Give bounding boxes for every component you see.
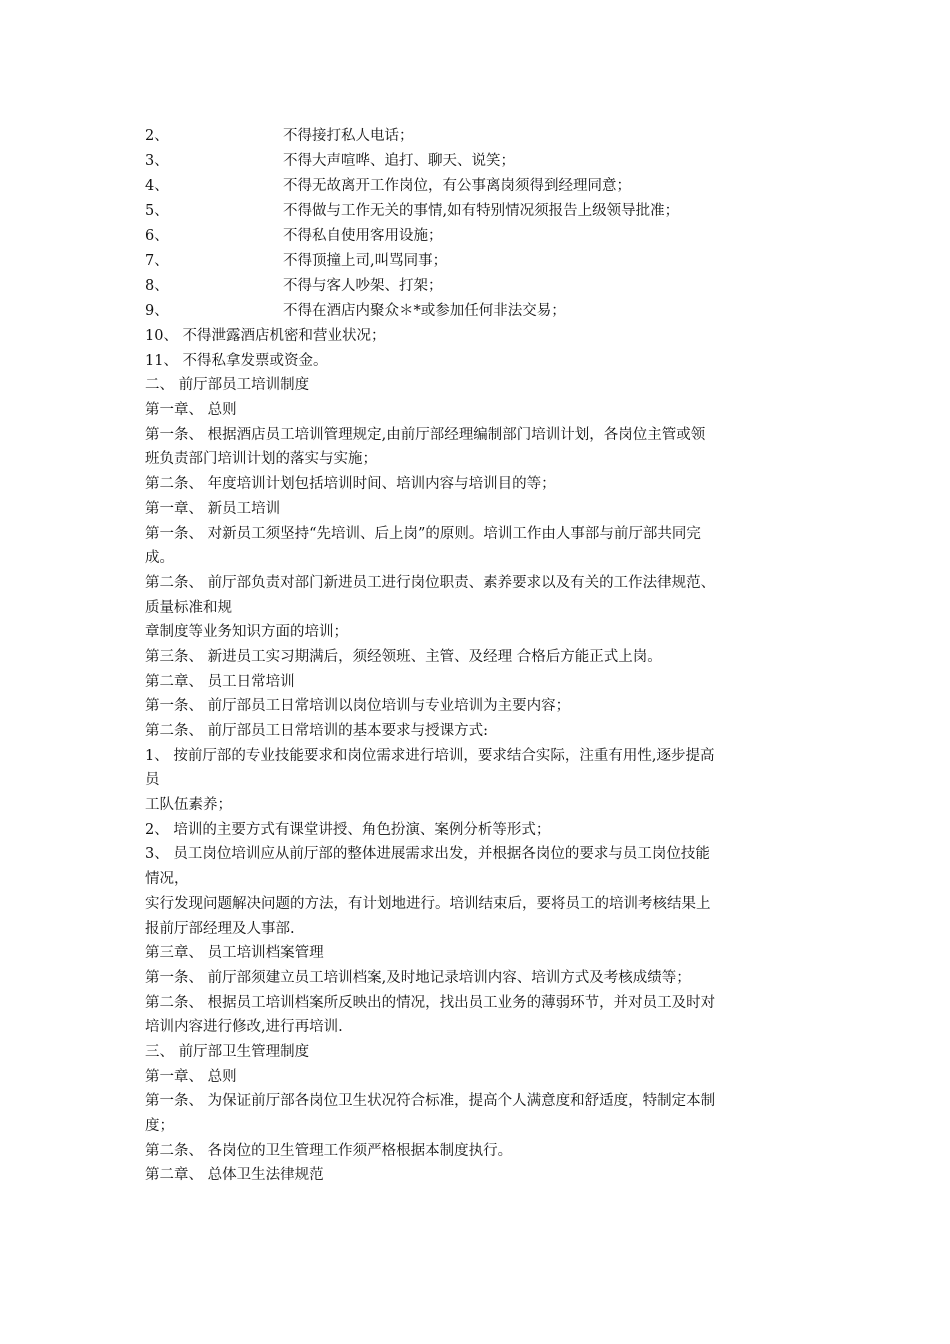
text-line: 第二条、 前厅部员工日常培训的基本要求与授课方式: (145, 723, 488, 739)
list-item (145, 249, 825, 274)
text-line: 情况， (145, 871, 189, 888)
text-line: 1、 按前厅部的专业技能要求和岗位需求进行培训，要求结合实际，注重有用性,逐步提高 (145, 747, 715, 764)
section-heading: 二、 前厅部员工培训制度 (145, 377, 310, 394)
chapter-heading: 第二章、 总体卫生法律规范 (145, 1167, 324, 1184)
item-number: 7、 (145, 253, 169, 269)
text-line: 章制度等业务知识方面的培训； (145, 624, 348, 641)
item-number: 4、 (145, 178, 169, 194)
section-heading: 三、 前厅部卫生管理制度 (145, 1043, 310, 1060)
text-line: 11、 不得私拿发票或资金。 (145, 352, 328, 369)
text-line: 第一条、 根据酒店员工培训管理规定,由前厅部经理编制部门培训计划，各岗位主管或领 (145, 426, 706, 443)
text-line: 第二条、 前厅部负责对部门新进员工进行岗位职责、素养要求以及有关的工作法律规范、 (145, 574, 716, 591)
list-item (145, 224, 825, 249)
chapter-heading: 第三章、 员工培训档案管理 (145, 945, 324, 962)
item-number: 6、 (145, 228, 169, 244)
numbered-rules-list (145, 124, 825, 324)
text-line: 第一条、 前厅部须建立员工培训档案,及时地记录培训内容、培训方式及考核成绩等； (145, 969, 691, 986)
item-text: 不得在酒店内聚众＊*或参加任何非法交易； (283, 303, 566, 319)
item-text: 不得做与工作无关的事情,如有特别情况须报告上级领导批准； (283, 203, 680, 219)
text-line: 成。 (145, 550, 174, 567)
list-item (145, 299, 825, 324)
list-item (145, 199, 825, 224)
text-line: 10、 不得泄露酒店机密和营业状况； (145, 328, 386, 344)
item-number: 2、 (145, 128, 169, 144)
item-text: 不得接打私人电话； (283, 128, 414, 144)
list-item (145, 174, 825, 199)
text-line: 第二条、 各岗位的卫生管理工作须严格根据本制度执行。 (145, 1142, 513, 1159)
text-line: 第一条、 为保证前厅部各岗位卫生状况符合标准，提高个人满意度和舒适度，特制定本制 (145, 1093, 716, 1110)
text-line: 度； (145, 1118, 174, 1134)
item-text: 不得无故离开工作岗位，有公事离岗须得到经理同意； (283, 178, 631, 194)
text-line: 实行发现问题解决问题的方法，有计划地进行。培训结束后，要将员工的培训考核结果上 (145, 895, 711, 912)
text-line: 员 (145, 772, 160, 789)
chapter-heading: 第一章、 新员工培训 (145, 500, 281, 517)
text-line: 第二条、 年度培训计划包括培训时间、培训内容与培训目的等； (145, 476, 556, 493)
text-line: 第一条、 前厅部员工日常培训以岗位培训与专业培训为主要内容； (145, 698, 571, 715)
item-number: 5、 (145, 203, 169, 219)
item-number: 8、 (145, 278, 169, 294)
list-item (145, 274, 825, 299)
text-line: 3、 员工岗位培训应从前厅部的整体进展需求出发，并根据各岗位的要求与员工岗位技能 (145, 846, 710, 863)
item-number: 9、 (145, 303, 169, 319)
text-line: 第三条、 新进员工实习期满后，须经领班、主管、及经理 合格后方能正式上岗。 (145, 648, 662, 665)
text-line: 报前厅部经理及人事部. (145, 920, 295, 937)
text-line: 班负责部门培训计划的落实与实施； (145, 451, 377, 468)
list-item (145, 149, 825, 174)
list-item (145, 124, 825, 149)
item-text: 不得大声喧哗、追打、聊天、说笑； (283, 153, 515, 169)
text-line: 质量标准和规 (145, 599, 232, 616)
chapter-heading: 第一章、 总则 (145, 402, 237, 419)
item-text: 不得顶撞上司,叫骂同事； (283, 253, 448, 269)
item-text: 不得与客人吵架、打架； (283, 278, 443, 294)
document-body (145, 324, 810, 1188)
text-line: 工队伍素养； (145, 797, 232, 814)
item-text: 不得私自使用客用设施； (283, 228, 443, 244)
chapter-heading: 第二章、 员工日常培训 (145, 673, 295, 690)
text-line: 培训内容进行修改,进行再培训. (145, 1019, 343, 1036)
text-line: 第一条、 对新员工须坚持“先培训、后上岗”的原则。培训工作由人事部与前厅部共同完 (145, 525, 701, 542)
item-number: 3、 (145, 153, 169, 169)
text-line: 2、 培训的主要方式有课堂讲授、角色扮演、案例分析等形式； (145, 821, 551, 838)
chapter-heading: 第一章、 总则 (145, 1068, 237, 1085)
text-line: 第二条、 根据员工培训档案所反映出的情况，找出员工业务的薄弱环节，并对员工及时对 (145, 994, 716, 1011)
